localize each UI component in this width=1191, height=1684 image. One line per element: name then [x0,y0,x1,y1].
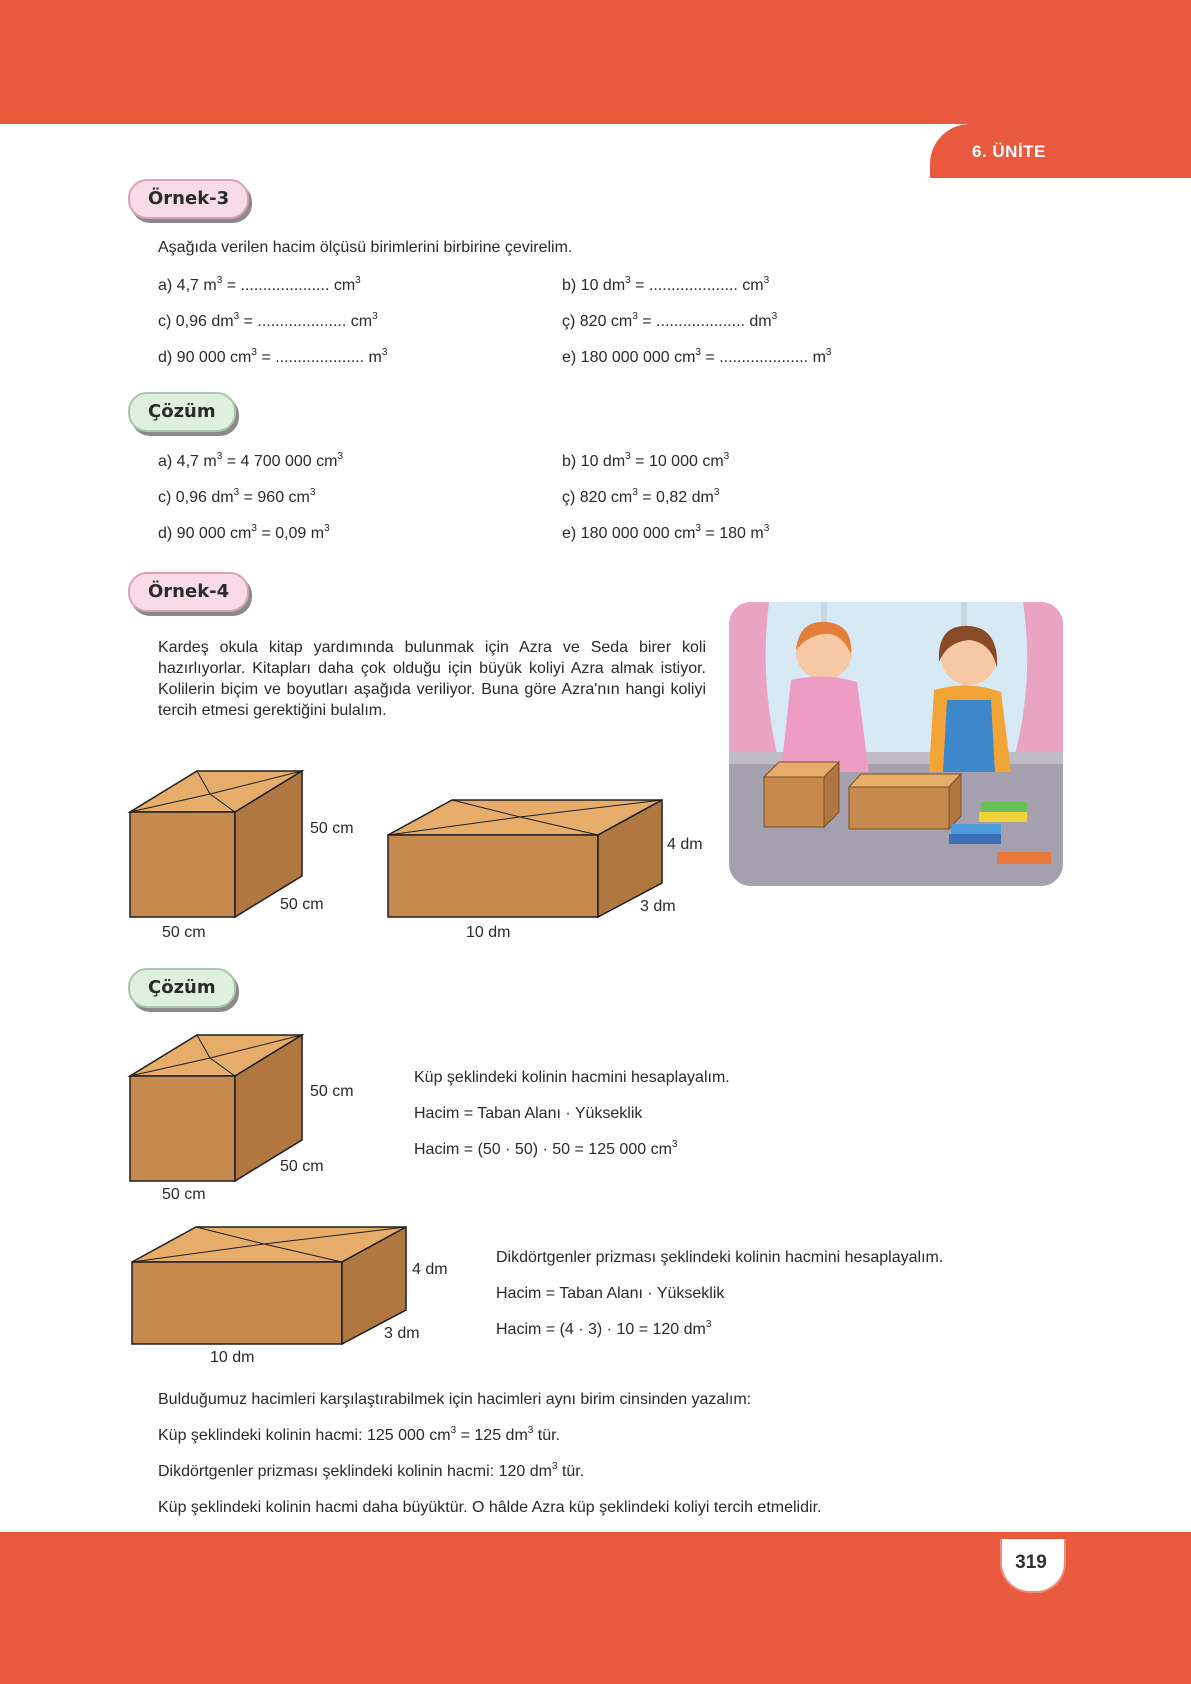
header-band [0,0,1191,124]
prism-solution-depth-label: 3 dm [384,1325,420,1342]
prism-solution-width-label: 10 dm [210,1349,255,1366]
cube-solution-line-1: Küp şeklindeki kolinin hacmini hesaplayalım. [414,1069,730,1086]
prism-solution-line-1: Dikdörtgenler prizması şeklindeki kolinin hacmini hesaplayalım. [496,1249,944,1266]
prism-solution-height-label: 4 dm [412,1261,448,1278]
example-3-intro: Aşağıda verilen hacim ölçüsü birimlerini birbirine çevirelim. [158,239,573,256]
answer-e: e) 180 000 000 $cm^3 = 180$ $m^3$ [562,523,770,542]
girls-packing-boxes-illustration [729,602,1063,886]
cube-solution-line-2: Hacim = Taban Alanı · Yükseklik [414,1105,643,1122]
prism-box-solution-diagram [124,1222,414,1352]
question-c: c) 0,96 $dm^3$ = .................... $cm^3$ [158,311,378,330]
unit-tab [930,124,1191,178]
cube-height-label: 50 cm [310,820,354,837]
cube-solution-depth-label: 50 cm [280,1158,324,1175]
conclusion-line-4: Küp şeklindeki kolinin hacmi daha büyüktür. O hâlde Azra küp şeklindeki koliyi tercih etmelidir. [158,1499,822,1516]
answer-d: d) 90 000 $cm^3 = 0,09$ $m^3$ [158,523,330,542]
answer-cc: ç) 820 $cm^3 = 0,82$ $dm^3$ [562,487,720,506]
cube-solution-width-label: 50 cm [162,1186,206,1203]
example-3-solution-label: Çözüm [128,392,236,432]
example-4-problem: Kardeş okula kitap yardımında bulunmak için Azra ve Seda birer koli hazırlıyorlar. Kitapları daha çok olduğu için büyük koliyi Azra almak istiyor. Kolilerin biçim ve boyutları aşağıda veriliyor. Buna göre Azra'nın hangi koliyi tercih etmesi gerektiğini bulalım. [158,639,706,719]
question-cc: ç) 820 $cm^3$ = .................... $dm^3$ [562,311,778,330]
prism-depth-label: 3 dm [640,898,676,915]
cube-width-label: 50 cm [162,924,206,941]
prism-width-label: 10 dm [466,924,511,941]
conclusion-line-2: Küp şeklindeki kolinin hacmi: 125 000 $cm^3 = 125$ $dm^3$ tür. [158,1425,561,1444]
answer-c: c) 0,96 $dm^3 = 960$ $cm^3$ [158,487,316,506]
question-b: b) 10 $dm^3$ = .................... $cm^3$ [562,275,770,294]
example-3-label: Örnek-3 [128,179,249,219]
cube-solution-line-3: Hacim = (50 · 50) · 50 = 125 000 $cm^3$ [414,1139,678,1158]
prism-height-label: 4 dm [667,836,703,853]
answer-b: b) 10 $dm^3 = 10$ 000 $cm^3$ [562,451,730,470]
conclusion-line-1: Bulduğumuz hacimleri karşılaştırabilmek için hacimleri aynı birim cinsinden yazalım: [158,1391,752,1408]
question-e: e) 180 000 000 $cm^3$ = .................... $m^3$ [562,347,832,366]
prism-solution-line-2: Hacim = Taban Alanı · Yükseklik [496,1285,725,1302]
unit-label: 6. ÜNİTE [972,142,1046,161]
prism-box-diagram [380,795,670,925]
cube-solution-height-label: 50 cm [310,1083,354,1100]
page-number: 319 [1015,1552,1047,1573]
answer-a: a) 4,7 $m^3 = 4$ 700 000 $cm^3$ [158,451,343,470]
question-d: d) 90 000 $cm^3$ = .................... $m^3$ [158,347,388,366]
conclusion-line-3: Dikdörtgenler prizması şeklindeki kolinin hacmi: 120 $dm^3$ tür. [158,1461,585,1480]
example-4-solution-label: Çözüm [128,968,236,1008]
example-4-label: Örnek-4 [128,572,249,612]
question-a: a) 4,7 $m^3$ = .................... $cm^3$ [158,275,361,294]
prism-solution-line-3: Hacim = (4 · 3) · 10 = 120 $dm^3$ [496,1319,712,1338]
cube-depth-label: 50 cm [280,896,324,913]
